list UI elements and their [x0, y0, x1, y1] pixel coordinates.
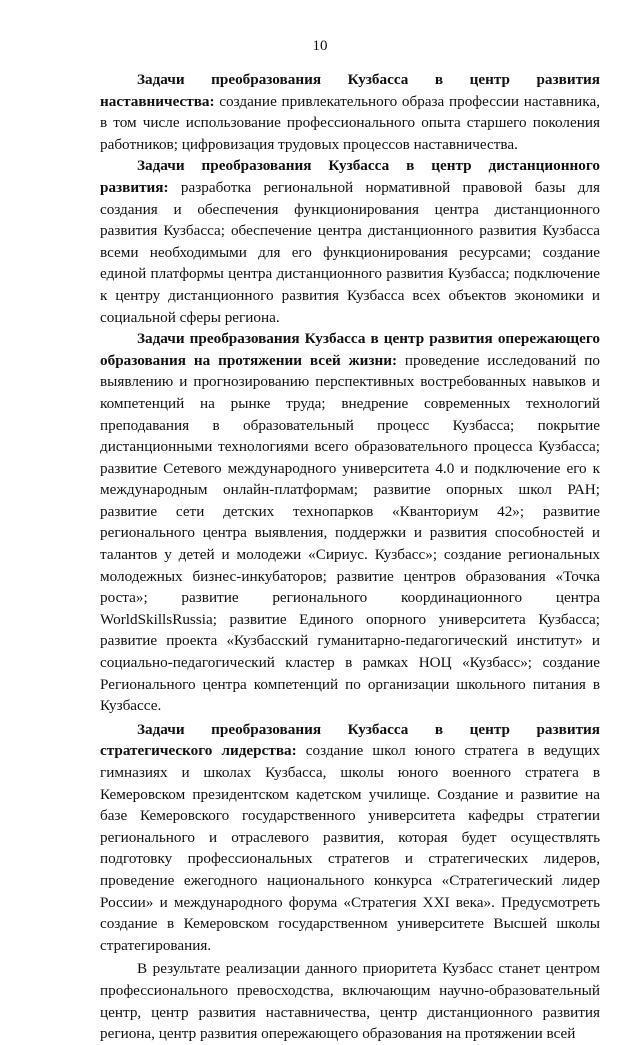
paragraph-mentoring-tasks: [100, 69, 600, 155]
paragraph-heading: Задачи преобразования Кузбасса в центр развития опережающего образования на протяжении всей жизни:: [100, 330, 600, 369]
paragraph-text: создание привлекательного образа профессии наставника, в том числе использование профессионального опыта старшего поколения работников; цифровизация трудовых процессов наставничества.: [100, 92, 600, 153]
paragraph-text: создание школ юного стратега в ведущих гимназиях и школах Кузбасса, школы юного военного стратега в Кемеровском президентском кадетском училище. Создание и развитие на базе Кемеровского государственного университета кафедры стратегии регионального и отраслевого развития, которая будет осуществлять подготовку профессиональных стратегов и стратегических лидеров, проведение ежегодного национального конкурса «Стратегический лидер России» и международного форума «Стратегия XXI века». Предусмотреть создание в Кемеровском государственном университете Высшей школы стратегирования.: [100, 742, 600, 954]
paragraph-text: проведение исследований по выявлению и прогнозированию перспективных востребованных навыков и компетенций на рынке труда; внедрение современных технологий преподавания в образовательный процесс Кузбасса; покрытие дистанционными технологиями всего образовательного процесса Кузбасса; развитие Сетевого международного университета 4.0 и подключение его к международным онлайн-платформам; развитие опорных школ РАН; развитие сети детских технопарков «Кванториум 42»; развитие регионального центра выявления, поддержки и развития способностей и талантов у детей и молодежи «Сириус. Кузбасс»; создание региональных молодежных бизнес-инкубаторов; развитие центров образования «Точка роста»; развитие регионального координационного центра WorldSkillsRussia; развитие Единого опорного университета Кузбасса; развитие проекта «Кузбасский гуманитарно-педагогический институт» и социально-педагогический кластер в рамках НОЦ «Кузбасс»; создание Регионального центра компетенций по организации школьного питания в Кузбассе.: [100, 351, 600, 715]
paragraph-heading: Задачи преобразования Кузбасса в центр развития наставничества:: [100, 71, 600, 110]
paragraph-strategic-leadership-tasks: [100, 719, 600, 957]
paragraph-text: В результате реализации данного приоритета Кузбасс станет центром профессионального превосходства, включающим научно-образовательный центр, центр развития наставничества, центр дистанционного развития региона, центр развития опережающего образования на протяжении всей: [100, 960, 600, 1043]
paragraph-lifelong-education-tasks: [100, 328, 600, 717]
paragraph-heading: Задачи преобразования Кузбасса в центр дистанционного развития:: [100, 157, 600, 196]
paragraph-remote-development-tasks: [100, 155, 600, 328]
document-body: [100, 69, 600, 1045]
paragraph-heading: Задачи преобразования Кузбасса в центр развития стратегического лидерства:: [100, 720, 600, 760]
paragraph-result-summary: [100, 958, 600, 1044]
page-number: 10: [312, 38, 328, 54]
paragraph-text: разработка региональной нормативной правовой базы для создания и обеспечения функционирования центра дистанционного развития Кузбасса; обеспечение центра дистанционного развития Кузбасса всеми необходимыми для его функционирования ресурсами; создание единой платформы центра дистанционного развития Кузбасса; подключение к центру дистанционного развития Кузбасса всех объектов экономики и социальной сферы региона.: [100, 178, 600, 326]
